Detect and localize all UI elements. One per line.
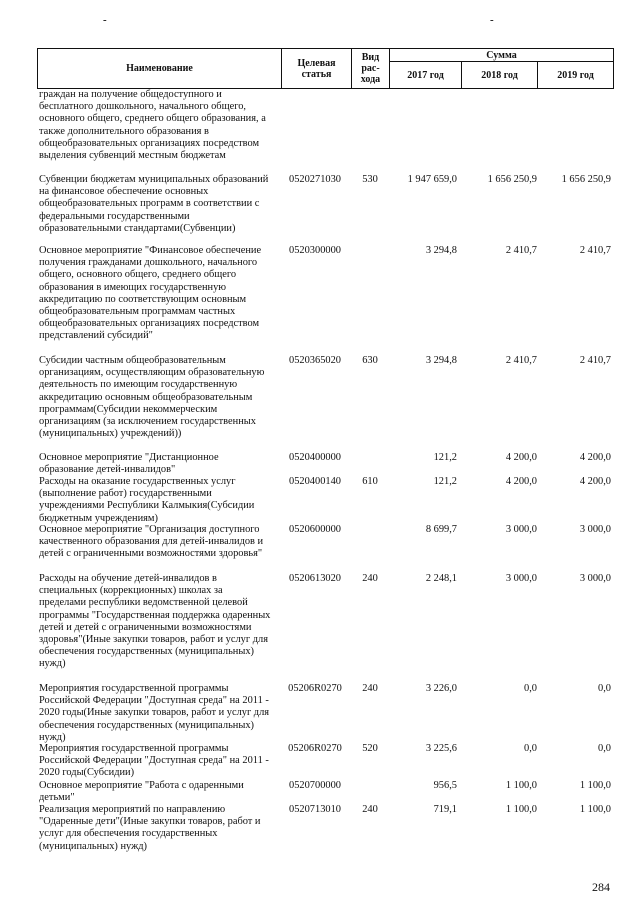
row-code: 0520713010 — [289, 804, 341, 815]
row-name: Расходы на обучение детей-инвалидов в специальных (коррекционных) школах за пределами республики ведомственной целевой программы "Государственная поддержка одаренных детей и детей с ограниченными возможностями здоровья"(Иные закупки товаров, работ и услуг для обеспечения государственных (муниципальных) нужд) — [39, 573, 271, 670]
table-row — [37, 743, 613, 780]
row-2018: 0,0 — [524, 683, 537, 694]
table-row — [37, 245, 613, 355]
row-code: 0520700000 — [289, 780, 341, 791]
row-2017: 3 226,0 — [425, 683, 457, 694]
table-header — [37, 48, 614, 89]
table-body — [37, 89, 613, 854]
row-2018: 4 200,0 — [505, 476, 537, 487]
row-code: 05206R0270 — [288, 683, 342, 694]
row-2017: 2 248,1 — [425, 573, 457, 584]
row-2018: 1 100,0 — [505, 804, 537, 815]
row-type: 630 — [362, 355, 378, 366]
row-name: Реализация мероприятий по направлению "Одаренные дети"(Иные закупки товаров, работ и услуг для обеспечения государственных (муниципальных) нужд) — [39, 804, 261, 852]
table-row — [37, 89, 613, 174]
row-2018: 3 000,0 — [505, 573, 537, 584]
header-2017: 2017 год — [390, 62, 462, 89]
row-name: Мероприятия государственной программы Российской Федерации "Доступная среда" на 2011 - 2020 годы(Иные закупки товаров, работ и услуг для обеспечения государственных (муниципальных) нужд) — [39, 683, 270, 743]
row-2019: 1 656 250,9 — [561, 174, 611, 185]
row-2018: 1 656 250,9 — [487, 174, 537, 185]
row-2019: 3 000,0 — [579, 524, 611, 535]
row-2018: 2 410,7 — [505, 245, 537, 256]
row-type: 240 — [362, 804, 378, 815]
table-row — [37, 683, 613, 743]
row-code: 0520400140 — [289, 476, 341, 487]
row-2019: 3 000,0 — [579, 573, 611, 584]
header-type: Вид рас-хода — [352, 49, 390, 89]
table-row — [37, 804, 613, 854]
row-2019: 0,0 — [598, 743, 611, 754]
row-2019: 2 410,7 — [579, 355, 611, 366]
row-2019: 4 200,0 — [579, 452, 611, 463]
row-2018: 4 200,0 — [505, 452, 537, 463]
row-name: Основное мероприятие "Работа с одаренными детьми" — [39, 780, 244, 804]
row-2017: 121,2 — [433, 452, 457, 463]
row-2017: 8 699,7 — [425, 524, 457, 535]
row-code: 0520600000 — [289, 524, 341, 535]
row-name: Расходы на оказание государственных услуг (выполнение работ) государственными учреждениями Республики Калмыкия(Субсидии бюджетным учреждениям) — [39, 476, 255, 524]
row-name: Основное мероприятие "Финансовое обеспечение получения гражданами дошкольного, начального общего, основного общего, среднего общего образования в имеющих государственную аккредитацию по соответствующим основным общеобразовательным программам частных общеобразовательных организациях посредством представлений субсидий" — [39, 245, 262, 342]
top-mark-left: - — [103, 14, 107, 26]
row-name: Субсидии частным общеобразовательным организациям, осуществляющим образовательную деятельность по имеющим государственную аккредитацию основным общеобразовательным программам(Субсидии некоммерческим организациям (за исключением государственных (муниципальных) учреждений)) — [39, 355, 265, 440]
row-type: 520 — [362, 743, 378, 754]
row-name: Основное мероприятие "Дистанционное образование детей-инвалидов" — [39, 452, 219, 476]
row-name: Основное мероприятие "Организация доступного качественного образования для детей-инвалидов и детей с ограниченными возможностями здоровья" — [39, 524, 264, 560]
row-2019: 4 200,0 — [579, 476, 611, 487]
row-2017: 1 947 659,0 — [407, 174, 457, 185]
row-type: 240 — [362, 683, 378, 694]
row-code: 0520613020 — [289, 573, 341, 584]
row-name: Субвенции бюджетам муниципальных образований на финансовое обеспечение основных общеобразовательных программ в соответствии с федеральными государственными образовательными стандартами(Субвенции) — [39, 174, 269, 234]
table-row — [37, 780, 613, 804]
row-2018: 0,0 — [524, 743, 537, 754]
row-2019: 0,0 — [598, 683, 611, 694]
row-2018: 1 100,0 — [505, 780, 537, 791]
table-row — [37, 452, 613, 476]
row-code: 05206R0270 — [288, 743, 342, 754]
table-row — [37, 476, 613, 524]
row-type: 530 — [362, 174, 378, 185]
row-2019: 1 100,0 — [579, 804, 611, 815]
row-2017: 3 225,6 — [425, 743, 457, 754]
table-row — [37, 355, 613, 452]
row-code: 0520365020 — [289, 355, 341, 366]
header-code: Целевая статья — [282, 49, 352, 89]
header-2018: 2018 год — [462, 62, 538, 89]
row-2017: 121,2 — [433, 476, 457, 487]
header-2019: 2019 год — [538, 62, 614, 89]
row-2018: 2 410,7 — [505, 355, 537, 366]
row-2018: 3 000,0 — [505, 524, 537, 535]
row-2017: 3 294,8 — [425, 355, 457, 366]
row-name: Мероприятия государственной программы Российской Федерации "Доступная среда" на 2011 - 2020 годы(Субсидии) — [39, 743, 269, 779]
table-row — [37, 174, 613, 245]
table-row — [37, 573, 613, 683]
header-name: Наименование — [38, 49, 282, 89]
row-code: 0520300000 — [289, 245, 341, 256]
row-2017: 3 294,8 — [425, 245, 457, 256]
table-row — [37, 524, 613, 573]
top-mark-right: - — [490, 14, 494, 26]
row-2019: 1 100,0 — [579, 780, 611, 791]
row-name: граждан на получение общедоступного и бесплатного дошкольного, начального общего, основного общего, среднего общего образования, а также дополнительного образования в общеобразовательных организациях посредством выделения субвенций местным бюджетам — [39, 89, 266, 162]
row-2019: 2 410,7 — [579, 245, 611, 256]
row-code: 0520271030 — [289, 174, 341, 185]
page-number: 284 — [592, 880, 610, 894]
row-code: 0520400000 — [289, 452, 341, 463]
row-type: 610 — [362, 476, 378, 487]
row-2017: 719,1 — [433, 804, 457, 815]
row-type: 240 — [362, 573, 378, 584]
row-2017: 956,5 — [433, 780, 457, 791]
header-sum: Сумма — [390, 49, 614, 62]
